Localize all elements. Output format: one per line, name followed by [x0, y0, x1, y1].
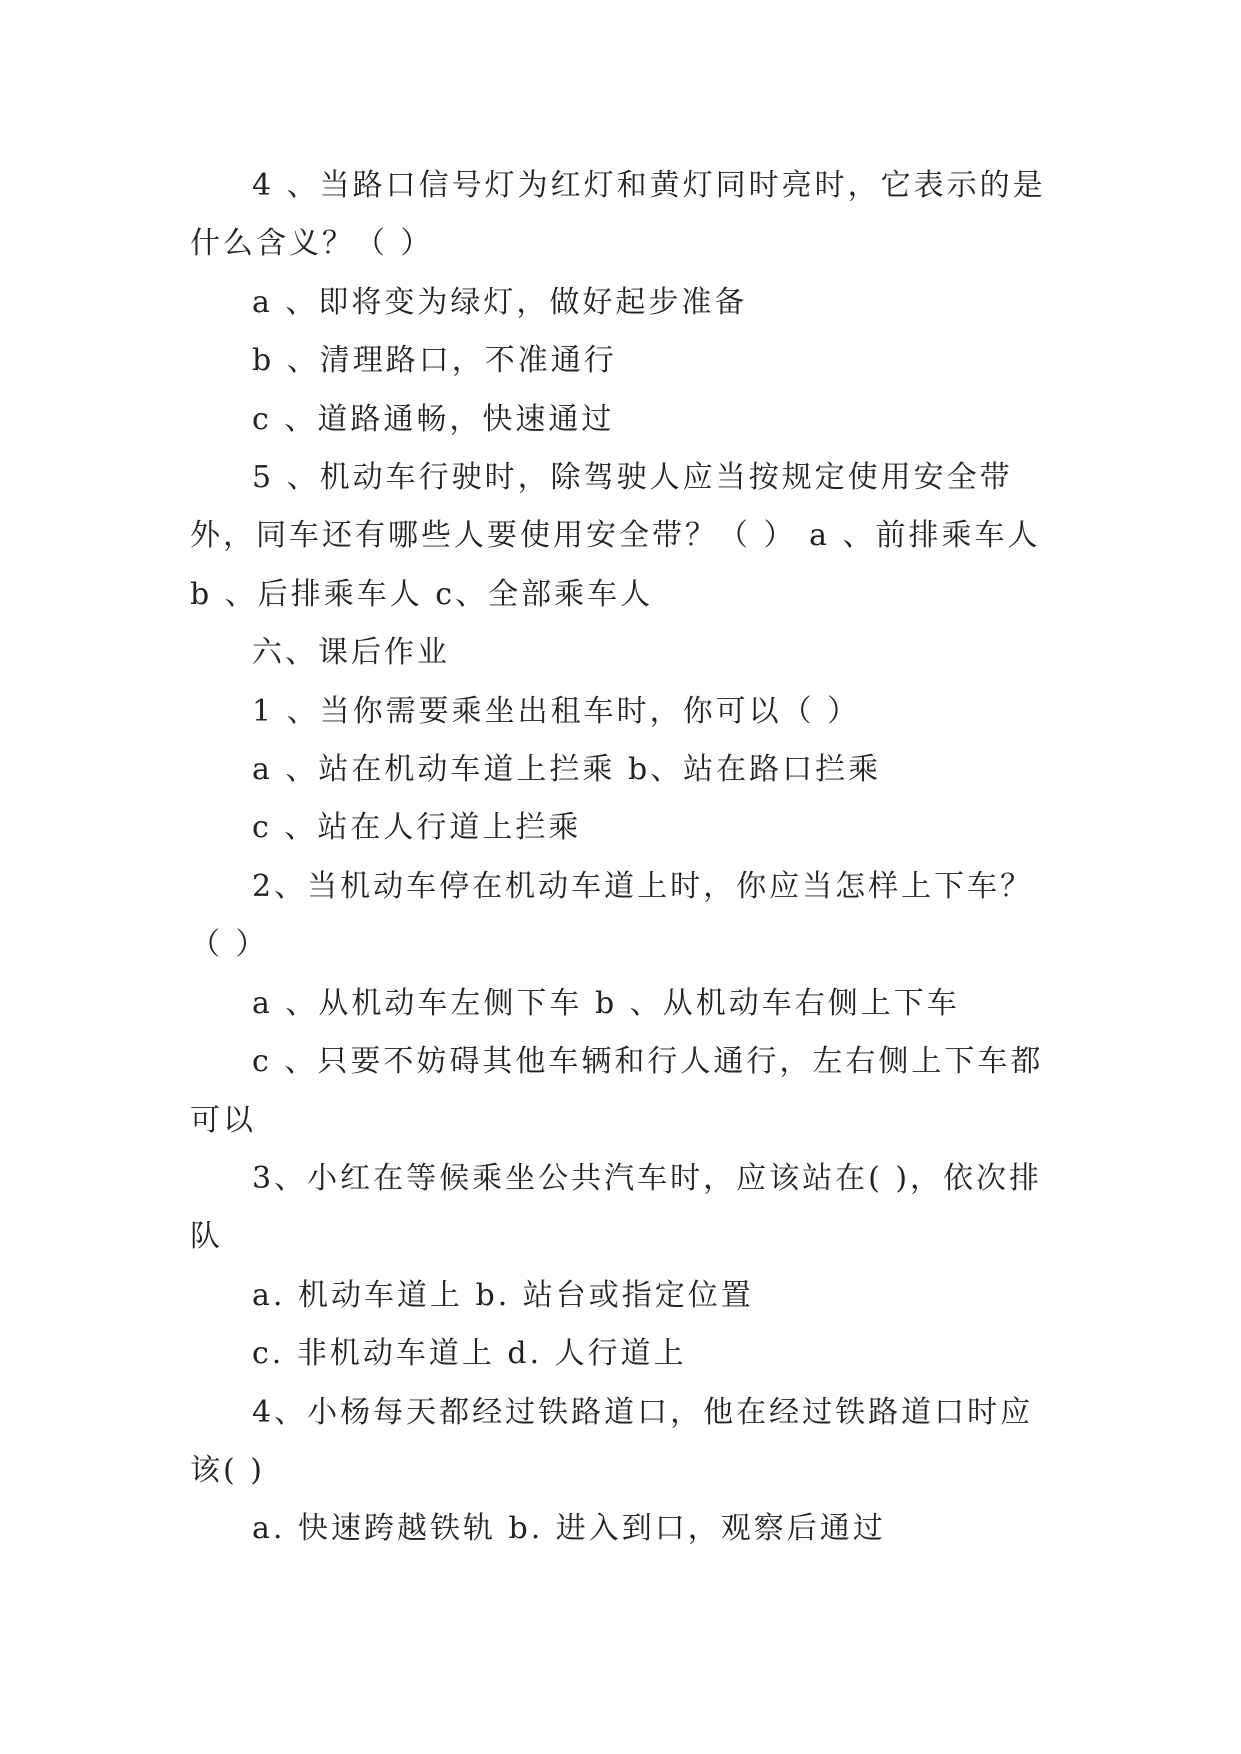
homework-q2-options-ab: a 、从机动车左侧下车 b 、从机动车右侧上下车	[252, 985, 960, 1021]
homework-q1-options-ab: a 、站在机动车道上拦乘 b、站在路口拦乘	[252, 752, 882, 788]
homework-q3-options-cd: c. 非机动车道上 d. 人行道上	[252, 1336, 687, 1372]
homework-question-3: 3、小红在等候乘坐公共汽车时，应该站在( )，依次排队	[190, 1160, 1043, 1255]
section-heading-homework: 六、课后作业	[252, 635, 450, 671]
question-4-traffic-light: 4 、当路口信号灯为红灯和黄灯同时亮时，它表示的是什么含义？（ ）	[190, 168, 1046, 262]
question-5-seatbelt: 5 、机动车行驶时，除驾驶人应当按规定使用安全带外，同车还有哪些人要使用安全带？（ ） a 、前排乘车人 b 、后排乘车人 c、全部乘车人	[190, 460, 1041, 612]
homework-question-4: 4、小杨每天都经过铁路道口，他在经过铁路道口时应该( )	[190, 1394, 1034, 1488]
option-c: c 、道路通畅，快速通过	[252, 401, 615, 437]
document-body	[190, 157, 1052, 1559]
homework-q1-option-c: c 、站在人行道上拦乘	[252, 810, 582, 846]
homework-q4-options-ab: a. 快速跨越铁轨 b. 进入到口，观察后通过	[252, 1511, 886, 1547]
homework-question-1: 1 、当你需要乘坐出租车时，你可以（ ）	[252, 693, 861, 729]
option-a: a 、即将变为绿灯，做好起步准备	[252, 284, 748, 320]
homework-q2-option-c: c 、只要不妨碍其他车辆和行人通行，左右侧上下车都可以	[190, 1044, 1044, 1138]
option-b: b 、清理路口，不准通行	[252, 343, 617, 379]
homework-question-2: 2、当机动车停在机动车道上时，你应当怎样上下车？（ ）	[190, 868, 1034, 963]
homework-q3-options-ab: a. 机动车道上 b. 站台或指定位置	[252, 1277, 754, 1313]
